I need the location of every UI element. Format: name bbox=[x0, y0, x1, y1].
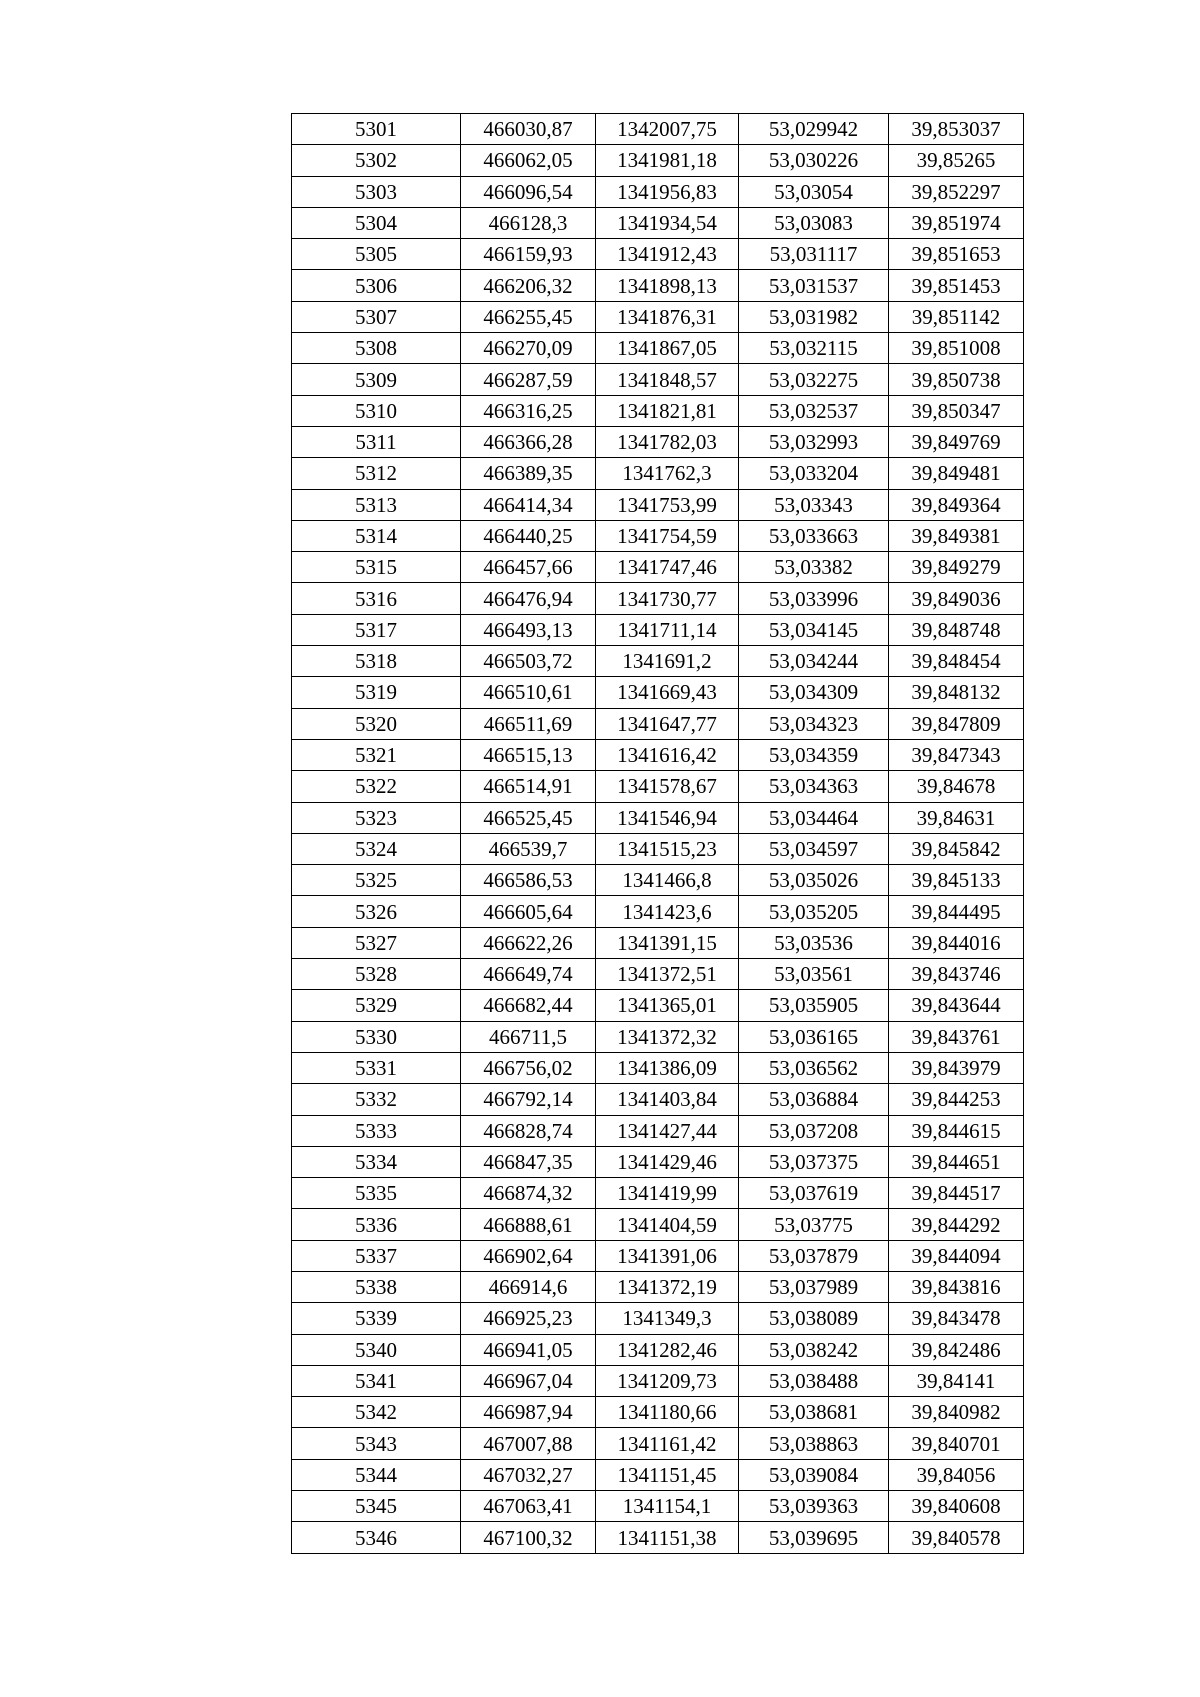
table-row bbox=[292, 270, 1024, 301]
latitude-cell: 53,037375 bbox=[739, 1146, 889, 1177]
latitude-cell: 53,039695 bbox=[739, 1522, 889, 1553]
longitude-cell: 39,85265 bbox=[889, 145, 1024, 176]
table-row bbox=[292, 1491, 1024, 1522]
latitude-cell: 53,032993 bbox=[739, 426, 889, 457]
point-number-cell: 5343 bbox=[292, 1428, 461, 1459]
point-number-cell: 5346 bbox=[292, 1522, 461, 1553]
longitude-cell: 39,848748 bbox=[889, 614, 1024, 645]
x-coordinate-cell: 466828,74 bbox=[461, 1115, 596, 1146]
x-coordinate-cell: 467100,32 bbox=[461, 1522, 596, 1553]
table-row bbox=[292, 333, 1024, 364]
y-coordinate-cell: 1341515,23 bbox=[596, 833, 739, 864]
longitude-cell: 39,847343 bbox=[889, 739, 1024, 770]
latitude-cell: 53,036165 bbox=[739, 1021, 889, 1052]
point-number-cell: 5305 bbox=[292, 239, 461, 270]
x-coordinate-cell: 466514,91 bbox=[461, 771, 596, 802]
x-coordinate-cell: 466847,35 bbox=[461, 1146, 596, 1177]
table-row bbox=[292, 1459, 1024, 1490]
table-row bbox=[292, 426, 1024, 457]
longitude-cell: 39,840608 bbox=[889, 1491, 1024, 1522]
longitude-cell: 39,848454 bbox=[889, 646, 1024, 677]
y-coordinate-cell: 1341386,09 bbox=[596, 1052, 739, 1083]
y-coordinate-cell: 1341404,59 bbox=[596, 1209, 739, 1240]
x-coordinate-cell: 466493,13 bbox=[461, 614, 596, 645]
longitude-cell: 39,844517 bbox=[889, 1178, 1024, 1209]
y-coordinate-cell: 1341154,1 bbox=[596, 1491, 739, 1522]
latitude-cell: 53,038863 bbox=[739, 1428, 889, 1459]
y-coordinate-cell: 1341747,46 bbox=[596, 552, 739, 583]
x-coordinate-cell: 466206,32 bbox=[461, 270, 596, 301]
point-number-cell: 5312 bbox=[292, 458, 461, 489]
longitude-cell: 39,844094 bbox=[889, 1240, 1024, 1271]
y-coordinate-cell: 1341372,19 bbox=[596, 1271, 739, 1302]
table-row bbox=[292, 1428, 1024, 1459]
x-coordinate-cell: 466649,74 bbox=[461, 959, 596, 990]
point-number-cell: 5333 bbox=[292, 1115, 461, 1146]
x-coordinate-cell: 466874,32 bbox=[461, 1178, 596, 1209]
point-number-cell: 5326 bbox=[292, 896, 461, 927]
point-number-cell: 5336 bbox=[292, 1209, 461, 1240]
table-row bbox=[292, 959, 1024, 990]
x-coordinate-cell: 466682,44 bbox=[461, 990, 596, 1021]
longitude-cell: 39,849381 bbox=[889, 520, 1024, 551]
table-row bbox=[292, 1115, 1024, 1146]
longitude-cell: 39,851974 bbox=[889, 207, 1024, 238]
point-number-cell: 5331 bbox=[292, 1052, 461, 1083]
latitude-cell: 53,034464 bbox=[739, 802, 889, 833]
y-coordinate-cell: 1341711,14 bbox=[596, 614, 739, 645]
y-coordinate-cell: 1341151,45 bbox=[596, 1459, 739, 1490]
table-row bbox=[292, 1021, 1024, 1052]
longitude-cell: 39,847809 bbox=[889, 708, 1024, 739]
x-coordinate-cell: 466987,94 bbox=[461, 1397, 596, 1428]
point-number-cell: 5340 bbox=[292, 1334, 461, 1365]
table-row bbox=[292, 1334, 1024, 1365]
longitude-cell: 39,843761 bbox=[889, 1021, 1024, 1052]
point-number-cell: 5328 bbox=[292, 959, 461, 990]
x-coordinate-cell: 466316,25 bbox=[461, 395, 596, 426]
x-coordinate-cell: 466711,5 bbox=[461, 1021, 596, 1052]
longitude-cell: 39,851453 bbox=[889, 270, 1024, 301]
latitude-cell: 53,034244 bbox=[739, 646, 889, 677]
latitude-cell: 53,037879 bbox=[739, 1240, 889, 1271]
point-number-cell: 5303 bbox=[292, 176, 461, 207]
y-coordinate-cell: 1341821,81 bbox=[596, 395, 739, 426]
y-coordinate-cell: 1341762,3 bbox=[596, 458, 739, 489]
table-row bbox=[292, 1365, 1024, 1396]
x-coordinate-cell: 466510,61 bbox=[461, 677, 596, 708]
x-coordinate-cell: 466414,34 bbox=[461, 489, 596, 520]
y-coordinate-cell: 1341647,77 bbox=[596, 708, 739, 739]
table-row bbox=[292, 176, 1024, 207]
latitude-cell: 53,034597 bbox=[739, 833, 889, 864]
latitude-cell: 53,037989 bbox=[739, 1271, 889, 1302]
latitude-cell: 53,030226 bbox=[739, 145, 889, 176]
x-coordinate-cell: 466515,13 bbox=[461, 739, 596, 770]
point-number-cell: 5316 bbox=[292, 583, 461, 614]
longitude-cell: 39,850347 bbox=[889, 395, 1024, 426]
latitude-cell: 53,036884 bbox=[739, 1084, 889, 1115]
x-coordinate-cell: 466287,59 bbox=[461, 364, 596, 395]
table-row bbox=[292, 865, 1024, 896]
x-coordinate-cell: 466440,25 bbox=[461, 520, 596, 551]
longitude-cell: 39,843979 bbox=[889, 1052, 1024, 1083]
table-row bbox=[292, 520, 1024, 551]
longitude-cell: 39,852297 bbox=[889, 176, 1024, 207]
y-coordinate-cell: 1341180,66 bbox=[596, 1397, 739, 1428]
latitude-cell: 53,039084 bbox=[739, 1459, 889, 1490]
y-coordinate-cell: 1341391,15 bbox=[596, 927, 739, 958]
point-number-cell: 5318 bbox=[292, 646, 461, 677]
y-coordinate-cell: 1341349,3 bbox=[596, 1303, 739, 1334]
longitude-cell: 39,84631 bbox=[889, 802, 1024, 833]
point-number-cell: 5308 bbox=[292, 333, 461, 364]
longitude-cell: 39,844495 bbox=[889, 896, 1024, 927]
x-coordinate-cell: 466366,28 bbox=[461, 426, 596, 457]
point-number-cell: 5317 bbox=[292, 614, 461, 645]
x-coordinate-cell: 466062,05 bbox=[461, 145, 596, 176]
point-number-cell: 5345 bbox=[292, 1491, 461, 1522]
table-row bbox=[292, 114, 1024, 145]
y-coordinate-cell: 1341867,05 bbox=[596, 333, 739, 364]
y-coordinate-cell: 1342007,75 bbox=[596, 114, 739, 145]
latitude-cell: 53,034145 bbox=[739, 614, 889, 645]
y-coordinate-cell: 1341391,06 bbox=[596, 1240, 739, 1271]
longitude-cell: 39,84141 bbox=[889, 1365, 1024, 1396]
latitude-cell: 53,03343 bbox=[739, 489, 889, 520]
y-coordinate-cell: 1341691,2 bbox=[596, 646, 739, 677]
latitude-cell: 53,034309 bbox=[739, 677, 889, 708]
table-row bbox=[292, 990, 1024, 1021]
x-coordinate-cell: 466622,26 bbox=[461, 927, 596, 958]
point-number-cell: 5310 bbox=[292, 395, 461, 426]
y-coordinate-cell: 1341546,94 bbox=[596, 802, 739, 833]
point-number-cell: 5311 bbox=[292, 426, 461, 457]
longitude-cell: 39,84056 bbox=[889, 1459, 1024, 1490]
x-coordinate-cell: 466096,54 bbox=[461, 176, 596, 207]
point-number-cell: 5339 bbox=[292, 1303, 461, 1334]
y-coordinate-cell: 1341466,8 bbox=[596, 865, 739, 896]
table-row bbox=[292, 552, 1024, 583]
x-coordinate-cell: 466128,3 bbox=[461, 207, 596, 238]
y-coordinate-cell: 1341912,43 bbox=[596, 239, 739, 270]
coordinates-table-body bbox=[292, 114, 1024, 1554]
point-number-cell: 5307 bbox=[292, 301, 461, 332]
latitude-cell: 53,032275 bbox=[739, 364, 889, 395]
latitude-cell: 53,031982 bbox=[739, 301, 889, 332]
latitude-cell: 53,035205 bbox=[739, 896, 889, 927]
longitude-cell: 39,849481 bbox=[889, 458, 1024, 489]
table-row bbox=[292, 145, 1024, 176]
latitude-cell: 53,038488 bbox=[739, 1365, 889, 1396]
latitude-cell: 53,032115 bbox=[739, 333, 889, 364]
latitude-cell: 53,034359 bbox=[739, 739, 889, 770]
table-row bbox=[292, 1178, 1024, 1209]
y-coordinate-cell: 1341429,46 bbox=[596, 1146, 739, 1177]
y-coordinate-cell: 1341876,31 bbox=[596, 301, 739, 332]
y-coordinate-cell: 1341782,03 bbox=[596, 426, 739, 457]
y-coordinate-cell: 1341365,01 bbox=[596, 990, 739, 1021]
latitude-cell: 53,03054 bbox=[739, 176, 889, 207]
table-row bbox=[292, 1084, 1024, 1115]
longitude-cell: 39,849036 bbox=[889, 583, 1024, 614]
table-row bbox=[292, 489, 1024, 520]
table-row bbox=[292, 1522, 1024, 1553]
table-row bbox=[292, 1271, 1024, 1302]
x-coordinate-cell: 467032,27 bbox=[461, 1459, 596, 1490]
longitude-cell: 39,850738 bbox=[889, 364, 1024, 395]
table-row bbox=[292, 395, 1024, 426]
point-number-cell: 5330 bbox=[292, 1021, 461, 1052]
latitude-cell: 53,03083 bbox=[739, 207, 889, 238]
y-coordinate-cell: 1341981,18 bbox=[596, 145, 739, 176]
x-coordinate-cell: 467063,41 bbox=[461, 1491, 596, 1522]
longitude-cell: 39,843644 bbox=[889, 990, 1024, 1021]
point-number-cell: 5302 bbox=[292, 145, 461, 176]
x-coordinate-cell: 466457,66 bbox=[461, 552, 596, 583]
point-number-cell: 5301 bbox=[292, 114, 461, 145]
longitude-cell: 39,848132 bbox=[889, 677, 1024, 708]
table-row bbox=[292, 207, 1024, 238]
latitude-cell: 53,033996 bbox=[739, 583, 889, 614]
point-number-cell: 5327 bbox=[292, 927, 461, 958]
x-coordinate-cell: 466941,05 bbox=[461, 1334, 596, 1365]
x-coordinate-cell: 466389,35 bbox=[461, 458, 596, 489]
table-row bbox=[292, 896, 1024, 927]
y-coordinate-cell: 1341754,59 bbox=[596, 520, 739, 551]
y-coordinate-cell: 1341209,73 bbox=[596, 1365, 739, 1396]
point-number-cell: 5342 bbox=[292, 1397, 461, 1428]
table-row bbox=[292, 1397, 1024, 1428]
table-row bbox=[292, 301, 1024, 332]
longitude-cell: 39,844292 bbox=[889, 1209, 1024, 1240]
x-coordinate-cell: 466967,04 bbox=[461, 1365, 596, 1396]
y-coordinate-cell: 1341898,13 bbox=[596, 270, 739, 301]
longitude-cell: 39,843816 bbox=[889, 1271, 1024, 1302]
y-coordinate-cell: 1341578,67 bbox=[596, 771, 739, 802]
latitude-cell: 53,036562 bbox=[739, 1052, 889, 1083]
latitude-cell: 53,033663 bbox=[739, 520, 889, 551]
point-number-cell: 5321 bbox=[292, 739, 461, 770]
longitude-cell: 39,84678 bbox=[889, 771, 1024, 802]
point-number-cell: 5323 bbox=[292, 802, 461, 833]
y-coordinate-cell: 1341372,32 bbox=[596, 1021, 739, 1052]
latitude-cell: 53,03561 bbox=[739, 959, 889, 990]
x-coordinate-cell: 466270,09 bbox=[461, 333, 596, 364]
point-number-cell: 5329 bbox=[292, 990, 461, 1021]
x-coordinate-cell: 466605,64 bbox=[461, 896, 596, 927]
table-row bbox=[292, 1303, 1024, 1334]
table-row bbox=[292, 1209, 1024, 1240]
point-number-cell: 5332 bbox=[292, 1084, 461, 1115]
table-row bbox=[292, 458, 1024, 489]
longitude-cell: 39,840982 bbox=[889, 1397, 1024, 1428]
y-coordinate-cell: 1341372,51 bbox=[596, 959, 739, 990]
latitude-cell: 53,039363 bbox=[739, 1491, 889, 1522]
x-coordinate-cell: 466525,45 bbox=[461, 802, 596, 833]
table-row bbox=[292, 802, 1024, 833]
table-row bbox=[292, 927, 1024, 958]
latitude-cell: 53,03382 bbox=[739, 552, 889, 583]
y-coordinate-cell: 1341753,99 bbox=[596, 489, 739, 520]
point-number-cell: 5304 bbox=[292, 207, 461, 238]
point-number-cell: 5335 bbox=[292, 1178, 461, 1209]
y-coordinate-cell: 1341956,83 bbox=[596, 176, 739, 207]
table-row bbox=[292, 739, 1024, 770]
latitude-cell: 53,037619 bbox=[739, 1178, 889, 1209]
longitude-cell: 39,840701 bbox=[889, 1428, 1024, 1459]
longitude-cell: 39,849769 bbox=[889, 426, 1024, 457]
longitude-cell: 39,845133 bbox=[889, 865, 1024, 896]
x-coordinate-cell: 466888,61 bbox=[461, 1209, 596, 1240]
table-row bbox=[292, 833, 1024, 864]
latitude-cell: 53,034323 bbox=[739, 708, 889, 739]
longitude-cell: 39,844016 bbox=[889, 927, 1024, 958]
point-number-cell: 5313 bbox=[292, 489, 461, 520]
table-row bbox=[292, 364, 1024, 395]
longitude-cell: 39,844615 bbox=[889, 1115, 1024, 1146]
y-coordinate-cell: 1341423,6 bbox=[596, 896, 739, 927]
table-row bbox=[292, 646, 1024, 677]
point-number-cell: 5306 bbox=[292, 270, 461, 301]
point-number-cell: 5338 bbox=[292, 1271, 461, 1302]
longitude-cell: 39,842486 bbox=[889, 1334, 1024, 1365]
y-coordinate-cell: 1341934,54 bbox=[596, 207, 739, 238]
x-coordinate-cell: 466914,6 bbox=[461, 1271, 596, 1302]
point-number-cell: 5309 bbox=[292, 364, 461, 395]
point-number-cell: 5320 bbox=[292, 708, 461, 739]
point-number-cell: 5344 bbox=[292, 1459, 461, 1490]
table-row bbox=[292, 677, 1024, 708]
latitude-cell: 53,037208 bbox=[739, 1115, 889, 1146]
table-row bbox=[292, 771, 1024, 802]
x-coordinate-cell: 466255,45 bbox=[461, 301, 596, 332]
latitude-cell: 53,038681 bbox=[739, 1397, 889, 1428]
coordinates-table bbox=[291, 113, 1024, 1554]
longitude-cell: 39,849279 bbox=[889, 552, 1024, 583]
y-coordinate-cell: 1341669,43 bbox=[596, 677, 739, 708]
latitude-cell: 53,033204 bbox=[739, 458, 889, 489]
x-coordinate-cell: 466539,7 bbox=[461, 833, 596, 864]
longitude-cell: 39,849364 bbox=[889, 489, 1024, 520]
longitude-cell: 39,843746 bbox=[889, 959, 1024, 990]
table-row bbox=[292, 708, 1024, 739]
latitude-cell: 53,034363 bbox=[739, 771, 889, 802]
longitude-cell: 39,843478 bbox=[889, 1303, 1024, 1334]
x-coordinate-cell: 466792,14 bbox=[461, 1084, 596, 1115]
y-coordinate-cell: 1341419,99 bbox=[596, 1178, 739, 1209]
x-coordinate-cell: 466511,69 bbox=[461, 708, 596, 739]
point-number-cell: 5314 bbox=[292, 520, 461, 551]
latitude-cell: 53,032537 bbox=[739, 395, 889, 426]
x-coordinate-cell: 466925,23 bbox=[461, 1303, 596, 1334]
y-coordinate-cell: 1341616,42 bbox=[596, 739, 739, 770]
table-row bbox=[292, 1146, 1024, 1177]
latitude-cell: 53,031537 bbox=[739, 270, 889, 301]
longitude-cell: 39,851653 bbox=[889, 239, 1024, 270]
latitude-cell: 53,029942 bbox=[739, 114, 889, 145]
y-coordinate-cell: 1341403,84 bbox=[596, 1084, 739, 1115]
table-row bbox=[292, 1052, 1024, 1083]
point-number-cell: 5334 bbox=[292, 1146, 461, 1177]
y-coordinate-cell: 1341730,77 bbox=[596, 583, 739, 614]
point-number-cell: 5315 bbox=[292, 552, 461, 583]
point-number-cell: 5325 bbox=[292, 865, 461, 896]
point-number-cell: 5319 bbox=[292, 677, 461, 708]
latitude-cell: 53,03536 bbox=[739, 927, 889, 958]
latitude-cell: 53,03775 bbox=[739, 1209, 889, 1240]
y-coordinate-cell: 1341848,57 bbox=[596, 364, 739, 395]
x-coordinate-cell: 466159,93 bbox=[461, 239, 596, 270]
latitude-cell: 53,031117 bbox=[739, 239, 889, 270]
longitude-cell: 39,840578 bbox=[889, 1522, 1024, 1553]
x-coordinate-cell: 467007,88 bbox=[461, 1428, 596, 1459]
latitude-cell: 53,038242 bbox=[739, 1334, 889, 1365]
y-coordinate-cell: 1341151,38 bbox=[596, 1522, 739, 1553]
latitude-cell: 53,038089 bbox=[739, 1303, 889, 1334]
longitude-cell: 39,844651 bbox=[889, 1146, 1024, 1177]
x-coordinate-cell: 466902,64 bbox=[461, 1240, 596, 1271]
longitude-cell: 39,851142 bbox=[889, 301, 1024, 332]
y-coordinate-cell: 1341427,44 bbox=[596, 1115, 739, 1146]
y-coordinate-cell: 1341282,46 bbox=[596, 1334, 739, 1365]
longitude-cell: 39,853037 bbox=[889, 114, 1024, 145]
latitude-cell: 53,035905 bbox=[739, 990, 889, 1021]
x-coordinate-cell: 466756,02 bbox=[461, 1052, 596, 1083]
y-coordinate-cell: 1341161,42 bbox=[596, 1428, 739, 1459]
point-number-cell: 5337 bbox=[292, 1240, 461, 1271]
x-coordinate-cell: 466030,87 bbox=[461, 114, 596, 145]
point-number-cell: 5324 bbox=[292, 833, 461, 864]
x-coordinate-cell: 466476,94 bbox=[461, 583, 596, 614]
table-row bbox=[292, 1240, 1024, 1271]
x-coordinate-cell: 466586,53 bbox=[461, 865, 596, 896]
longitude-cell: 39,845842 bbox=[889, 833, 1024, 864]
table-row bbox=[292, 239, 1024, 270]
point-number-cell: 5322 bbox=[292, 771, 461, 802]
table-row bbox=[292, 583, 1024, 614]
point-number-cell: 5341 bbox=[292, 1365, 461, 1396]
longitude-cell: 39,851008 bbox=[889, 333, 1024, 364]
table-row bbox=[292, 614, 1024, 645]
longitude-cell: 39,844253 bbox=[889, 1084, 1024, 1115]
x-coordinate-cell: 466503,72 bbox=[461, 646, 596, 677]
latitude-cell: 53,035026 bbox=[739, 865, 889, 896]
